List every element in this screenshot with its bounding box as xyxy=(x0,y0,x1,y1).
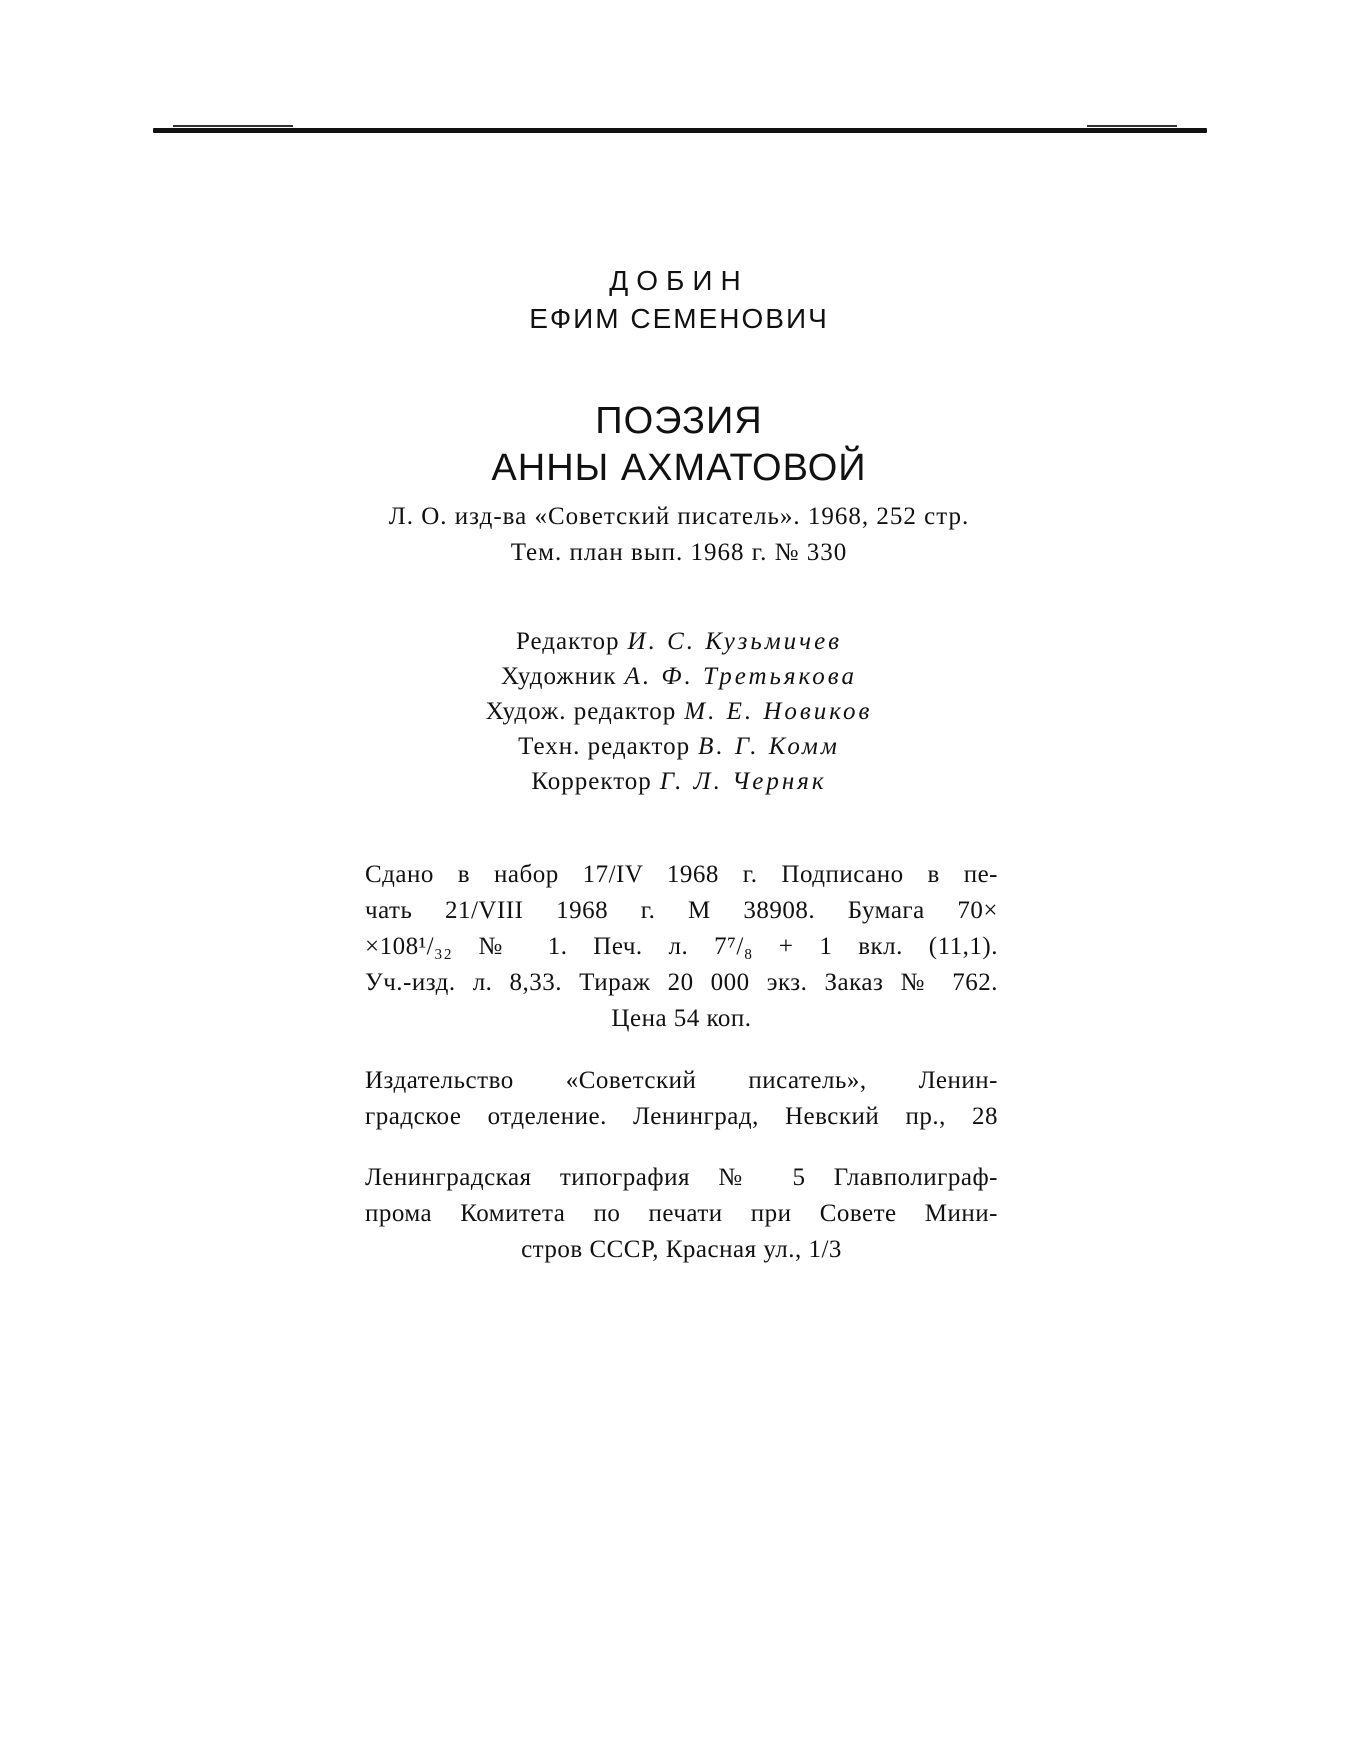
author-name: ЕФИМ СЕМЕНОВИЧ xyxy=(529,303,829,334)
book-title-line-1: ПОЭЗИЯ xyxy=(595,400,763,442)
credit-row xyxy=(0,764,1358,799)
imprint-line: ×108¹/₃₂ № 1. Печ. л. 7⁷/₈ + 1 вкл. (11,1). xyxy=(365,933,998,960)
printer-line: прома Комитета по печати при Совете Мини- xyxy=(365,1200,998,1227)
imprint-paragraph xyxy=(365,857,998,1037)
author-surname: ДОБИН xyxy=(609,265,749,296)
publisher-paragraph xyxy=(365,1063,998,1135)
publisher-line: Издательство «Советский писатель», Ленин- xyxy=(365,1067,998,1094)
credit-name: А. Ф. Третьякова xyxy=(624,663,857,690)
credit-role: Худож. редактор xyxy=(485,698,677,725)
credit-name: В. Г. Комм xyxy=(698,733,840,760)
credit-name: И. С. Кузьмичев xyxy=(627,628,843,655)
publication-line-2: Тем. план вып. 1968 г. № 330 xyxy=(510,539,848,566)
credit-role: Техн. редактор xyxy=(518,733,691,760)
price-line: Цена 54 коп. xyxy=(611,1005,752,1032)
book-title-line-2: АННЫ АХМАТОВОЙ xyxy=(491,447,867,489)
publisher-line: градское отделение. Ленинград, Невский пр., 28 xyxy=(365,1103,998,1130)
credit-role: Художник xyxy=(501,663,617,690)
printer-line: Ленинградская типография № 5 Главполиграф- xyxy=(365,1164,998,1191)
credit-row xyxy=(0,729,1358,764)
credit-name: Г. Л. Черняк xyxy=(659,768,827,795)
imprint-line: Уч.-изд. л. 8,33. Тираж 20 000 экз. Заказ № 762. xyxy=(365,969,998,996)
credit-row xyxy=(0,694,1358,729)
publication-line-1: Л. О. изд-ва «Советский писатель». 1968, 252 стр. xyxy=(388,503,970,530)
credit-role: Корректор xyxy=(531,768,652,795)
printer-line: стров СССР, Красная ул., 1/3 xyxy=(521,1236,842,1263)
credit-row xyxy=(0,659,1358,694)
credits-list xyxy=(0,624,1358,799)
imprint-line: Сдано в набор 17/IV 1968 г. Подписано в пе- xyxy=(365,861,998,888)
printer-paragraph xyxy=(365,1160,998,1268)
imprint-line: чать 21/VIII 1968 г. М 38908. Бумага 70× xyxy=(365,897,998,924)
credit-name: М. Е. Новиков xyxy=(684,698,873,725)
credit-row xyxy=(0,624,1358,659)
top-rule xyxy=(153,128,1207,133)
credit-role: Редактор xyxy=(515,628,620,655)
